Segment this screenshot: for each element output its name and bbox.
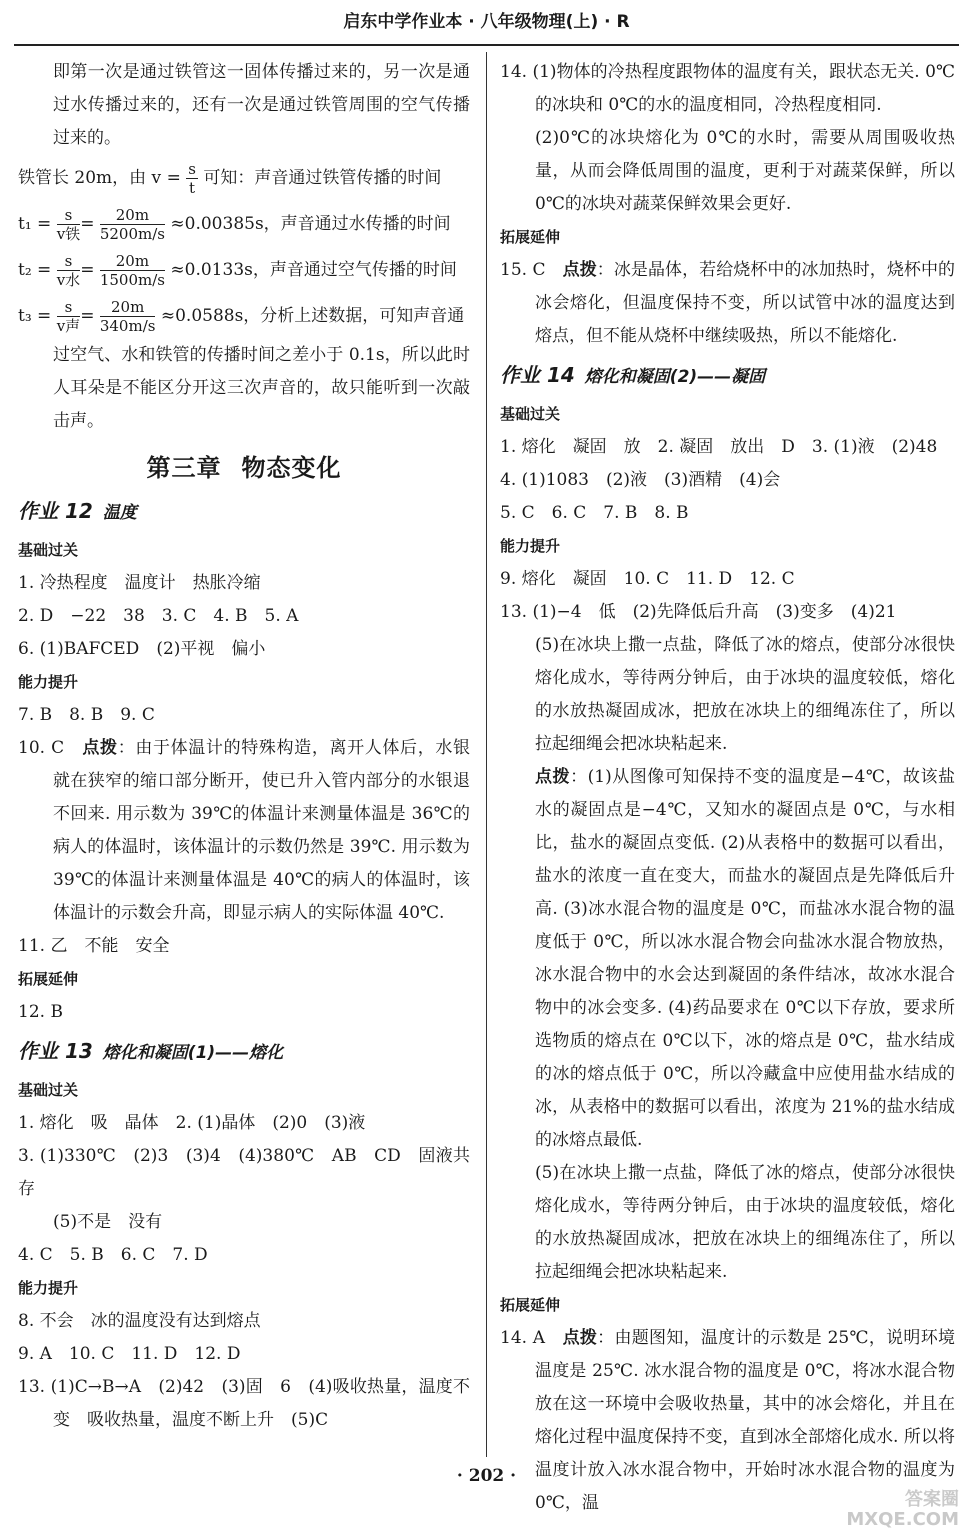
text: 铁管长 20m，由 v = bbox=[18, 168, 181, 188]
text: 可知：声音通过铁管传播的时间 bbox=[203, 168, 442, 188]
hint-label: 点拨 bbox=[562, 260, 597, 280]
answer-line: 13. (1)−4 低 (2)先降低后升高 (3)变多 (4)21 bbox=[500, 602, 897, 622]
hint-label: 点拨 bbox=[562, 1328, 598, 1348]
column-divider bbox=[486, 52, 487, 1457]
answer-line: 12. B bbox=[18, 1002, 63, 1022]
answer-paragraph bbox=[500, 254, 955, 353]
numerator: s bbox=[57, 206, 80, 225]
chapter-title bbox=[18, 452, 470, 485]
formula-line: t₃ = s v声 = $\frac{20m}{340m/s}$ ≈0.0588s，分析上述数据，可知声音通 bbox=[18, 298, 465, 335]
fraction bbox=[57, 206, 80, 243]
answer: 10. C bbox=[18, 738, 83, 758]
fraction bbox=[100, 252, 165, 289]
formula-line bbox=[18, 155, 470, 201]
answer-paragraph bbox=[18, 732, 470, 930]
answer-line: 4. C 5. B 6. C 7. D bbox=[18, 1245, 208, 1265]
answer-line: 9. 熔化 凝固 10. C 11. D 12. C bbox=[500, 569, 795, 589]
homework-heading bbox=[500, 359, 955, 394]
header-rule bbox=[14, 44, 959, 46]
answer-line: 1. 熔化 吸 晶体 2. (1)晶体 (2)0 (3)液 bbox=[18, 1113, 366, 1133]
hint-paragraph bbox=[500, 761, 955, 1157]
fraction bbox=[100, 206, 165, 243]
section-label: 拓展延伸 bbox=[500, 228, 561, 246]
watermark bbox=[829, 1490, 959, 1530]
hint-text: ：由题图知，温度计的示数是 25℃，说明环境温度是 25℃. 冰水混合物的温度是 0℃，将冰水混合物放在这一环境中会吸收热量，其中的冰会熔化，并且在熔化过程中温度保持不变，直到冰全部熔化成水. 所以将温度计放入冰水混合物中，开始时冰水混合物的温度为 0℃，温 bbox=[535, 1328, 955, 1513]
numerator: 20m bbox=[100, 298, 156, 317]
section-label: 基础过关 bbox=[18, 1081, 79, 1099]
answer-line: 1. 熔化 凝固 放 2. 凝固 放出 D 3. (1)液 (2)48 bbox=[500, 437, 938, 457]
answer-line: 2. D −22 38 3. C 4. B 5. A bbox=[18, 606, 299, 626]
denominator: v水 bbox=[56, 271, 81, 289]
denominator: v声 bbox=[56, 317, 81, 335]
denominator: v铁 bbox=[56, 225, 81, 243]
answer: 14. A bbox=[500, 1328, 563, 1348]
denominator: 1500m/s bbox=[99, 271, 165, 289]
answer-line: 3. (1)330℃ (2)3 (3)4 (4)380℃ AB CD 固液共存 bbox=[18, 1146, 470, 1199]
denominator: 340m/s bbox=[99, 317, 156, 335]
answer-line: 5. C 6. C 7. B 8. B bbox=[500, 503, 689, 523]
answer-paragraph: (5)在冰块上撒一点盐，降低了冰的熔点，使部分冰很快熔化成水，等待两分钟后，由于冰块的温度较低，熔化的水放热凝固成冰，把放在冰块上的细绳冻住了，所以拉起细绳会把冰块粘起来. bbox=[535, 1163, 955, 1282]
formula-line: t₁ = s v铁 = $\frac{20m}{5200m/s}$ ≈0.00385s，声音通过水传播的时间 bbox=[18, 206, 451, 243]
answer-paragraph: 14. (1)物体的冷热程度跟物体的温度有关，跟状态无关. 0℃的冰块和 0℃的水的温度相同，冷热程度相同. bbox=[500, 62, 955, 115]
homework-heading bbox=[18, 1035, 470, 1070]
section-label: 基础过关 bbox=[18, 541, 79, 559]
text: t₁ = bbox=[18, 214, 52, 234]
text: t₂ = bbox=[18, 260, 52, 280]
paragraph: 过空气、水和铁管的传播时间之差小于 0.1s，所以此时人耳朵是不能区分开这三次声音的，故只能听到一次敲击声。 bbox=[53, 345, 470, 431]
hint-label: 点拨 bbox=[535, 767, 571, 787]
section-label: 能力提升 bbox=[18, 1279, 79, 1297]
homework-title: 熔化和凝固(1)——熔化 bbox=[102, 1043, 284, 1063]
numerator: s bbox=[188, 160, 196, 178]
page-number: · 202 · bbox=[456, 1466, 517, 1486]
page-header: 启东中学作业本 · 八年级物理(上) · R bbox=[343, 12, 630, 32]
section-label: 能力提升 bbox=[500, 537, 561, 555]
fraction bbox=[100, 298, 156, 335]
answer-paragraph: (2)0℃的冰块熔化为 0℃的水时，需要从周围吸收热量，从而会降低周围的温度，更利于对蔬菜保鲜，所以 0℃的冰块对蔬菜保鲜效果会更好. bbox=[535, 128, 955, 214]
hint-text: ：(1)从图像可知保持不变的温度是−4℃，故该盐水的凝固点是−4℃，又知水的凝固点是 0℃，与水相比，盐水的凝固点变低. (2)从表格中的数据可以看出，盐水的浓度一直在变大，而盐水的凝固点是先降低后升高. (3)冰水混合物的温度是 0℃，而盐冰水混合物的温度低于 0℃，所以冰水混合物会向盐冰水混合物放热，冰水混合物中的水会达到凝固的条件结冰，故冰水混合物中的冰会变多. (4)药品要求在 0℃以下存放，要求所选物质的熔点在 0℃以下，冰的熔点是 0℃，盐水结成的冰的熔点低于 0℃，所以冷藏盒中应使用盐水结成的冰，从表格中的数据可以看出，浓度为 21%的盐水结成的冰熔点最低. bbox=[535, 767, 955, 1150]
numerator: s bbox=[57, 252, 80, 271]
text: t₃ = bbox=[18, 306, 52, 326]
homework-heading bbox=[18, 495, 470, 530]
watermark-text: 答案圈 bbox=[905, 1489, 959, 1510]
section-label: 基础过关 bbox=[500, 405, 561, 423]
answer-line: (5)不是 没有 bbox=[53, 1212, 163, 1232]
fraction bbox=[57, 298, 80, 335]
homework-number: 作业 14 bbox=[500, 363, 575, 387]
answer-line: 7. B 8. B 9. C bbox=[18, 705, 155, 725]
paragraph: 即第一次是通过铁管这一固体传播过来的，另一次是通过水传播过来的，还有一次是通过铁管周围的空气传播过来的。 bbox=[53, 62, 470, 148]
watermark-url: MXQE.COM bbox=[846, 1509, 959, 1530]
text: ≈0.0588s，分析上述数据，可知声音通 bbox=[160, 306, 465, 326]
numerator: 20m bbox=[100, 252, 165, 271]
answer-paragraph: 13. (1)C→B→A (2)42 (3)固 6 (4)吸收热量，温度不变 吸收热量，温度不断上升 (5)C bbox=[18, 1377, 470, 1430]
left-column bbox=[18, 56, 470, 1437]
answer: 15. C bbox=[500, 260, 563, 280]
answer-line: 11. 乙 不能 安全 bbox=[18, 936, 170, 956]
hint-text: ：由于体温计的特殊构造，离开人体后，水银就在狭窄的缩口部分断开，使已升入管内部分的水银退不回来. 用示数为 39℃的体温计来测量体温是 36℃的病人的体温时，该体温计的示数仍然是 39℃. 用示数为 39℃的体温计来测量体温是 40℃的病人的体温时，该体温计的示数会升高，即显示病人的实际体温 40℃. bbox=[53, 738, 470, 923]
section-label: 拓展延伸 bbox=[500, 1296, 561, 1314]
section-label: 能力提升 bbox=[18, 673, 79, 691]
text: ≈0.0133s，声音通过空气传播的时间 bbox=[170, 260, 457, 280]
chapter-name: 物态变化 bbox=[241, 454, 342, 482]
hint-label: 点拨 bbox=[82, 738, 118, 758]
denominator: t bbox=[189, 179, 196, 197]
chapter-number: 第三章 bbox=[146, 454, 222, 482]
section-label: 拓展延伸 bbox=[18, 970, 79, 988]
answer-line: 4. (1)1083 (2)液 (3)酒精 (4)会 bbox=[500, 470, 781, 490]
answer-paragraph: (5)在冰块上撒一点盐，降低了冰的熔点，使部分冰很快熔化成水，等待两分钟后，由于冰块的温度较低，熔化的水放热凝固成冰，把放在冰块上的细绳冻住了，所以拉起细绳会把冰块粘起来. bbox=[535, 635, 955, 754]
hint-text: ：冰是晶体，若给烧杯中的冰加热时，烧杯中的冰会熔化，但温度保持不变，所以试管中冰的温度达到熔点，但不能从烧杯中继续吸热，所以不能熔化. bbox=[535, 260, 956, 346]
numerator: 20m bbox=[100, 206, 165, 225]
formula-line: t₂ = s v水 = $\frac{20m}{1500m/s}$ ≈0.0133s，声音通过空气传播的时间 bbox=[18, 252, 457, 289]
answer-line: 1. 冷热程度 温度计 热胀冷缩 bbox=[18, 573, 261, 593]
homework-title: 熔化和凝固(2)——凝固 bbox=[584, 367, 766, 387]
answer-line: 6. (1)BAFCED (2)平视 偏小 bbox=[18, 639, 266, 659]
homework-number: 作业 12 bbox=[18, 499, 93, 523]
answer-line: 8. 不会 冰的温度没有达到熔点 bbox=[18, 1311, 261, 1331]
fraction bbox=[57, 252, 80, 289]
denominator: 5200m/s bbox=[99, 225, 165, 243]
right-column bbox=[500, 56, 955, 1520]
fraction bbox=[186, 160, 198, 197]
homework-number: 作业 13 bbox=[18, 1039, 93, 1063]
text: ≈0.00385s，声音通过水传播的时间 bbox=[170, 214, 451, 234]
homework-title: 温度 bbox=[102, 503, 137, 523]
answer-line: 9. A 10. C 11. D 12. D bbox=[18, 1344, 241, 1364]
numerator: s bbox=[57, 298, 80, 317]
